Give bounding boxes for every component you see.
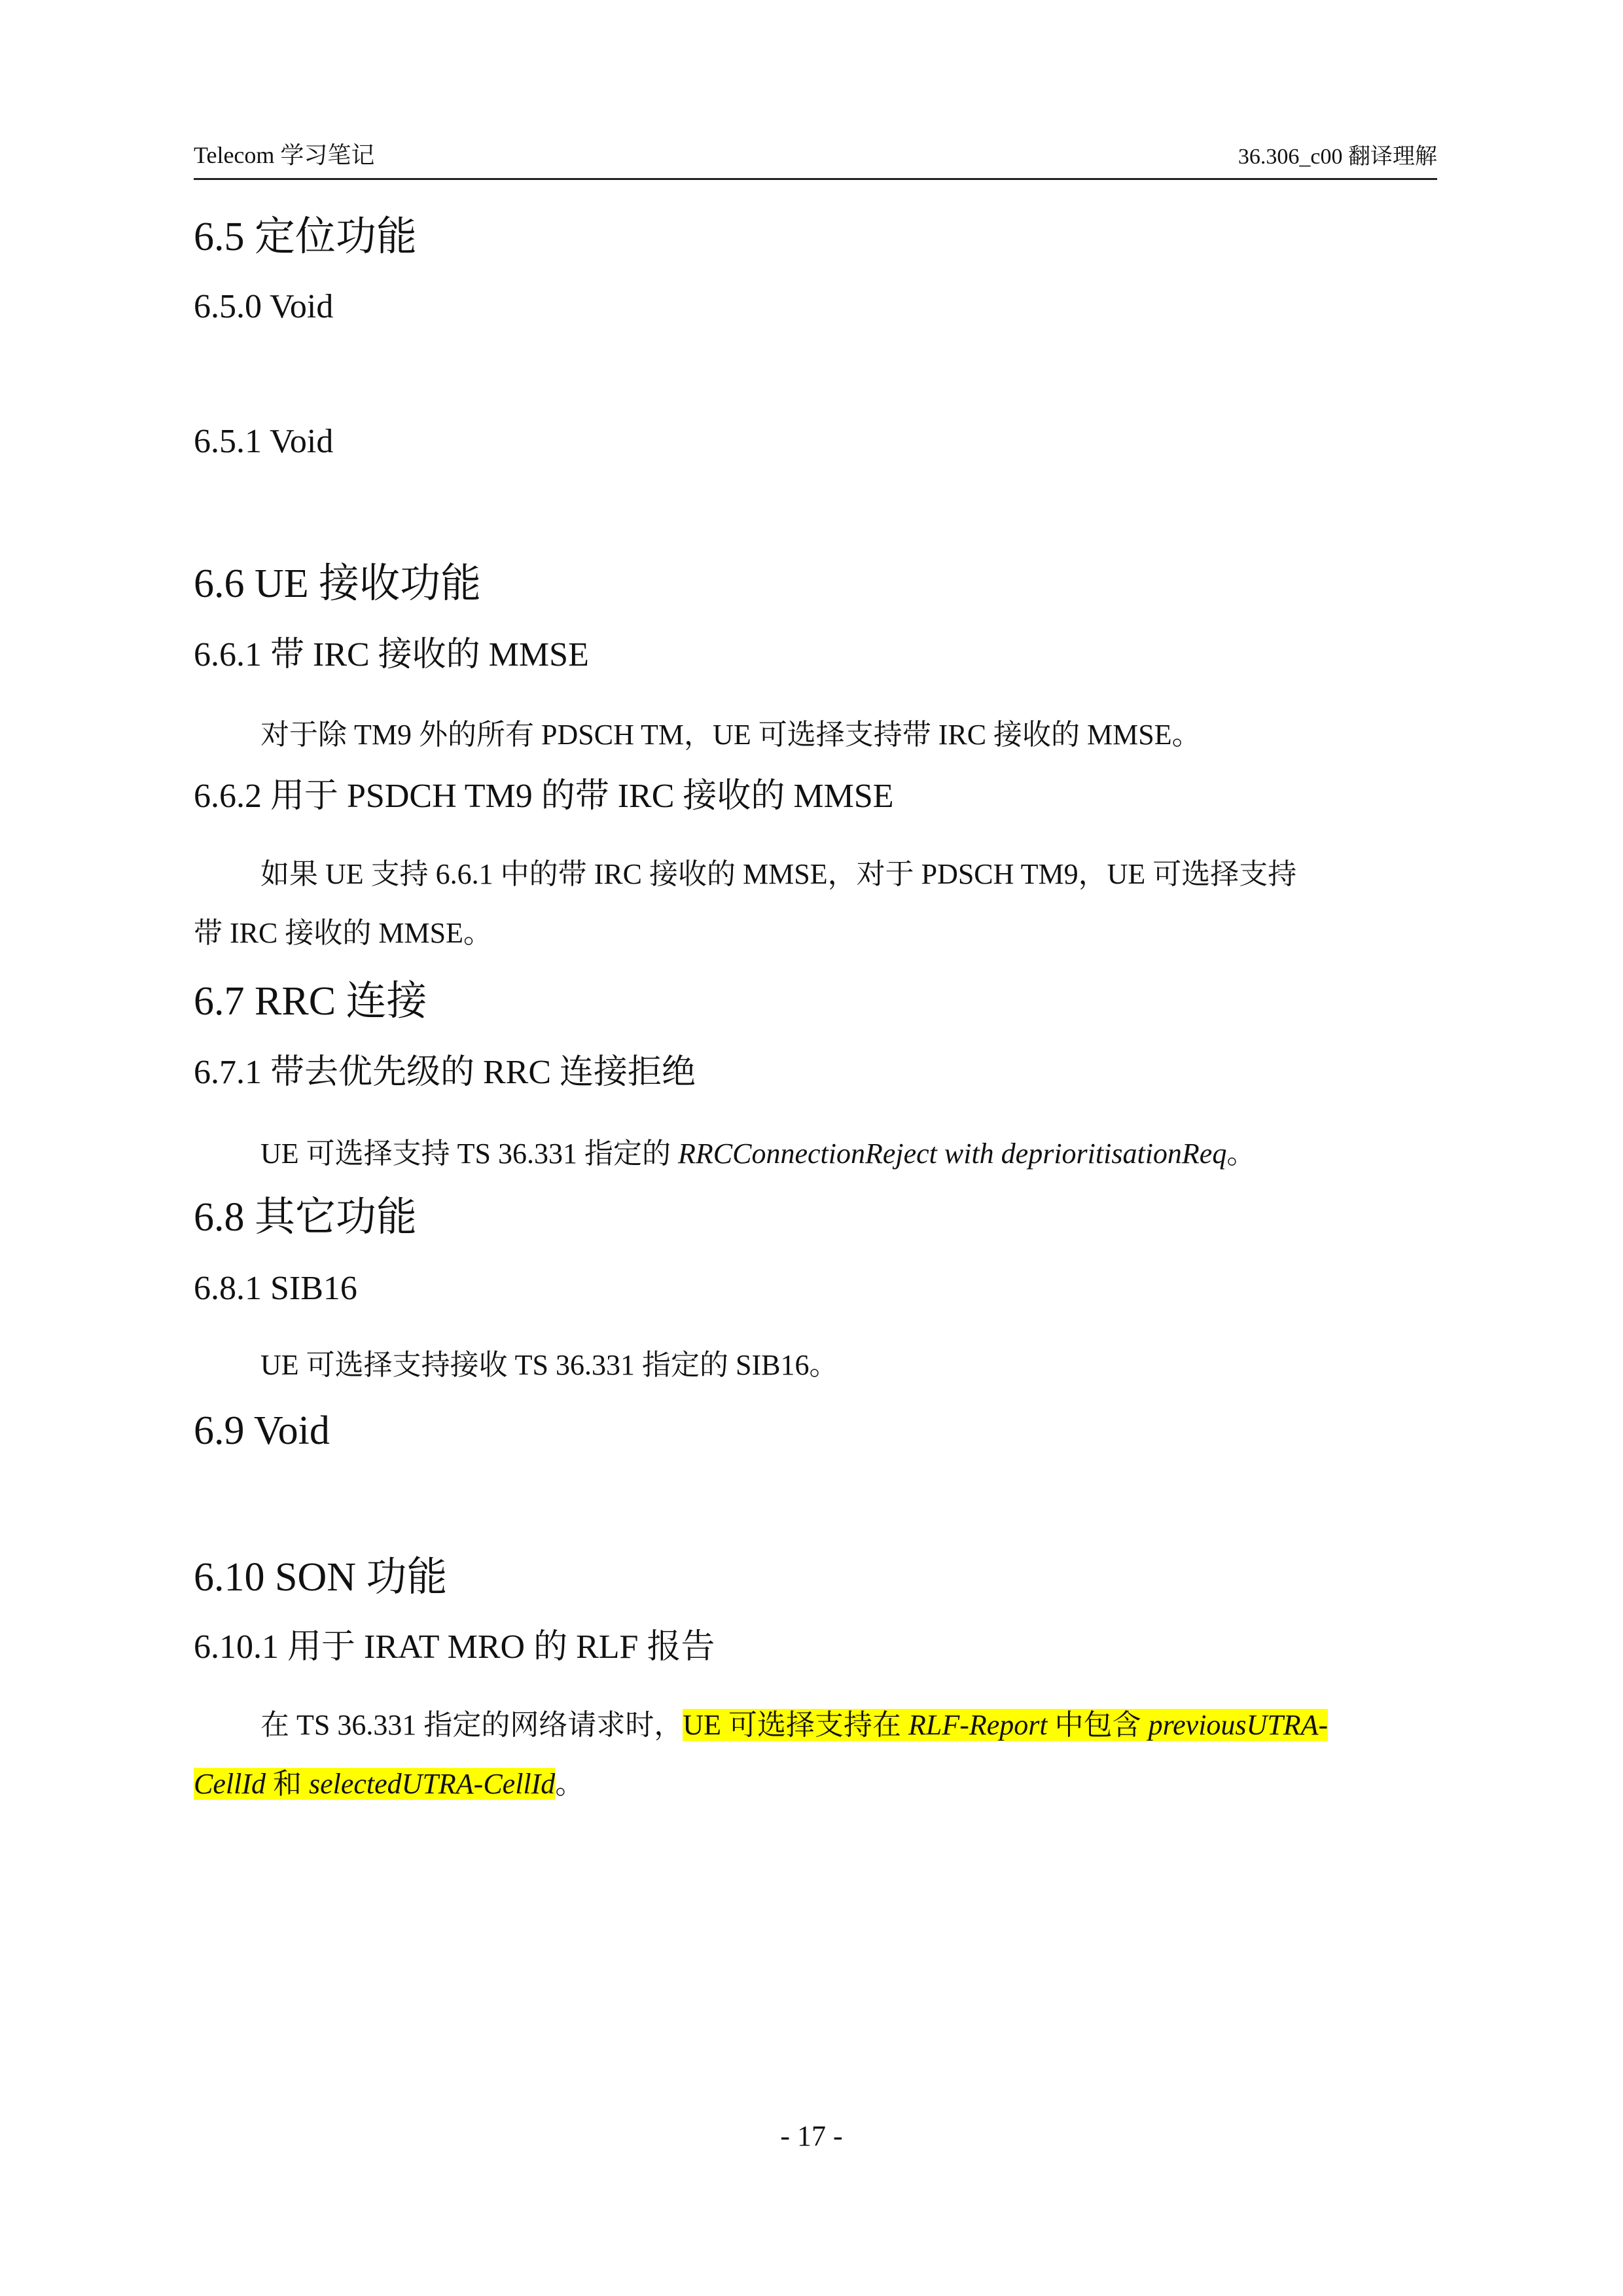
previous-utra-term: previousUTRA- — [1148, 1709, 1329, 1741]
heading-6-5-0: 6.5.0 Void — [194, 288, 334, 325]
heading-6-9: 6.9 Void — [194, 1408, 330, 1453]
paragraph-6-6-2-line1: 如果 UE 支持 6.6.1 中的带 IRC 接收的 MMSE，对于 PDSCH TM9，UE 可选择支持 — [260, 858, 1297, 890]
heading-6-7: 6.7 RRC 连接 — [194, 979, 427, 1024]
heading-6-6: 6.6 UE 接收功能 — [194, 562, 482, 606]
heading-6-10-1: 6.10.1 用于 IRAT MRO 的 RLF 报告 — [194, 1628, 715, 1666]
heading-6-6-2: 6.6.2 用于 PSDCH TM9 的带 IRC 接收的 MMSE — [194, 778, 894, 815]
highlight-text-1: UE 可选择支持在 — [683, 1709, 909, 1741]
highlight-text-3: 和 — [265, 1768, 309, 1800]
page-header — [194, 136, 1437, 180]
page-number: - 17 - — [780, 2120, 843, 2152]
paragraph-6-10-1-text: 在 TS 36.331 指定的网络请求时， — [260, 1709, 683, 1741]
paragraph-6-7-1 — [194, 1124, 1504, 1184]
heading-6-6-1: 6.6.1 带 IRC 接收的 MMSE — [194, 636, 589, 673]
rrc-reject-term: RRCConnectionReject with deprioritisationReq — [678, 1138, 1227, 1170]
cellid-term: CellId — [194, 1768, 266, 1800]
highlight-text-2: 中包含 — [1047, 1709, 1149, 1741]
rlf-report-term: RLF-Report — [908, 1709, 1048, 1741]
paragraph-6-10-1-end: 。 — [555, 1768, 584, 1800]
selected-utra-term: selectedUTRA-CellId — [308, 1768, 556, 1800]
paragraph-6-7-1-text: UE 可选择支持 TS 36.331 指定的 — [260, 1138, 678, 1170]
heading-6-5: 6.5 定位功能 — [194, 215, 418, 259]
paragraph-6-6-2-line2: 带 IRC 接收的 MMSE。 — [194, 917, 492, 949]
header-title: Telecom 学习笔记 — [194, 142, 375, 168]
paragraph-6-6-1: 对于除 TM9 外的所有 PDSCH TM，UE 可选择支持带 IRC 接收的 MMSE。 — [260, 719, 1201, 751]
heading-6-8: 6.8 其它功能 — [194, 1195, 418, 1240]
paragraph-6-8-1: UE 可选择支持接收 TS 36.331 指定的 SIB16。 — [260, 1349, 838, 1381]
paragraph-6-10-1-line1 — [194, 1695, 1504, 1755]
heading-6-7-1: 6.7.1 带去优先级的 RRC 连接拒绝 — [194, 1054, 696, 1091]
header-doc-ref: 36.306_c00 翻译理解 — [1238, 145, 1437, 169]
paragraph-6-10-1-line2 — [194, 1754, 1437, 1814]
heading-6-5-1: 6.5.1 Void — [194, 423, 334, 460]
heading-6-8-1: 6.8.1 SIB16 — [194, 1270, 357, 1307]
heading-6-10: 6.10 SON 功能 — [194, 1555, 448, 1600]
paragraph-6-7-1-end: 。 — [1226, 1138, 1256, 1170]
